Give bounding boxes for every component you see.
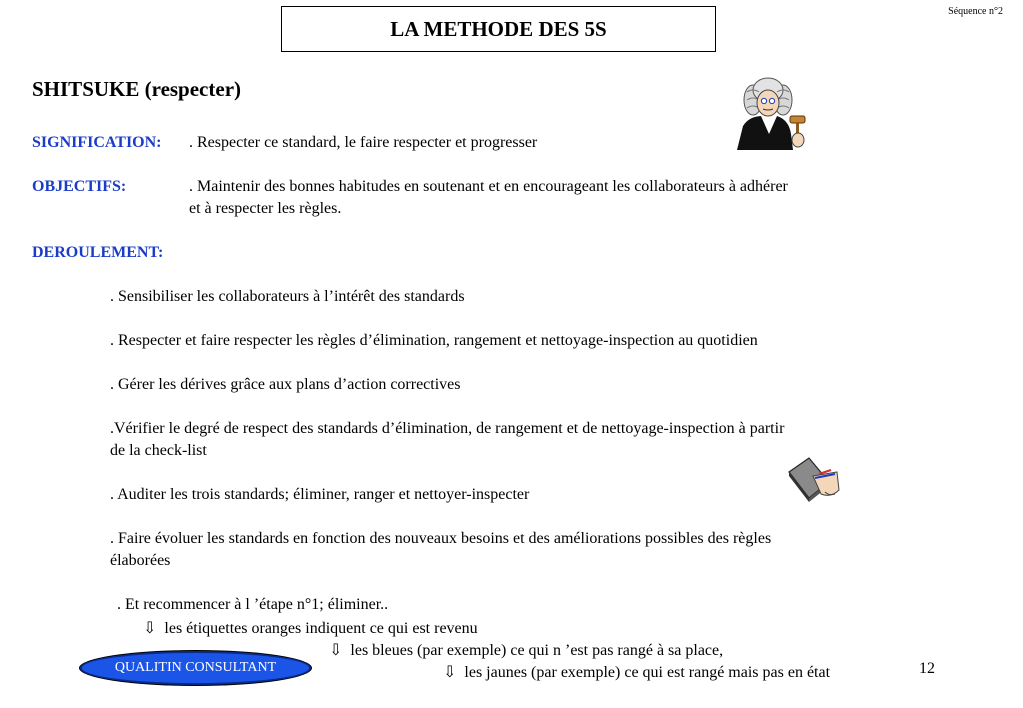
signification-text: . Respecter ce standard, le faire respecter et progresser: [189, 134, 538, 151]
down-arrow-icon: ⇩: [329, 642, 343, 659]
objectifs-text-line2: et à respecter les règles.: [189, 200, 342, 217]
subline-text: les étiquettes oranges indiquent ce qui est revenu: [164, 620, 478, 637]
step-item: . Gérer les dérives grâce aux plans d’action correctives: [110, 376, 461, 393]
page-number: 12: [919, 660, 935, 677]
objectifs-text-line1: . Maintenir des bonnes habitudes en soutenant et en encourageant les collaborateurs à adhérer: [189, 178, 788, 195]
step-item: . Sensibiliser les collaborateurs à l’intérêt des standards: [110, 288, 465, 305]
section-heading: SHITSUKE (respecter): [32, 77, 242, 101]
step-item: . Faire évoluer les standards en fonction des nouveaux besoins et des améliorations possibles des règles: [110, 530, 772, 547]
step-item: . Et recommencer à l ’étape n°1; éliminer..: [113, 596, 389, 613]
step-item: . Auditer les trois standards; éliminer, ranger et nettoyer-inspecter: [110, 486, 530, 503]
down-arrow-icon: ⇩: [143, 620, 157, 637]
sequence-label: Séquence n°2: [948, 6, 1003, 17]
deroulement-label: DEROULEMENT:: [32, 244, 164, 261]
signification-label: SIGNIFICATION:: [32, 134, 162, 151]
subline-text: les jaunes (par exemple) ce qui est rangé mais pas en état: [464, 664, 831, 681]
objectifs-label: OBJECTIFS:: [32, 178, 127, 195]
page-title: LA METHODE DES 5S: [390, 16, 607, 41]
down-arrow-icon: ⇩: [443, 664, 457, 681]
step-item: .Vérifier le degré de respect des standards d’élimination, de rangement et de nettoyage-inspection à partir: [110, 420, 785, 437]
hand-writing-notepad-icon: [785, 452, 843, 506]
subline-blue: [329, 640, 723, 660]
subline-orange: [143, 618, 478, 638]
step-item: . Respecter et faire respecter les règles d’élimination, rangement et nettoyage-inspection au quotidien: [110, 332, 758, 349]
subline-text: les bleues (par exemple) ce qui n ’est pas rangé à sa place,: [350, 642, 724, 659]
subline-yellow: [443, 662, 830, 682]
consultant-label: QUALITIN CONSULTANT: [114, 660, 277, 675]
page-title-box: [281, 6, 716, 52]
step-item-continuation: de la check-list: [110, 442, 207, 459]
consultant-badge: [80, 651, 311, 685]
step-item-continuation: élaborées: [110, 552, 171, 569]
judge-with-gavel-icon: [733, 76, 811, 152]
